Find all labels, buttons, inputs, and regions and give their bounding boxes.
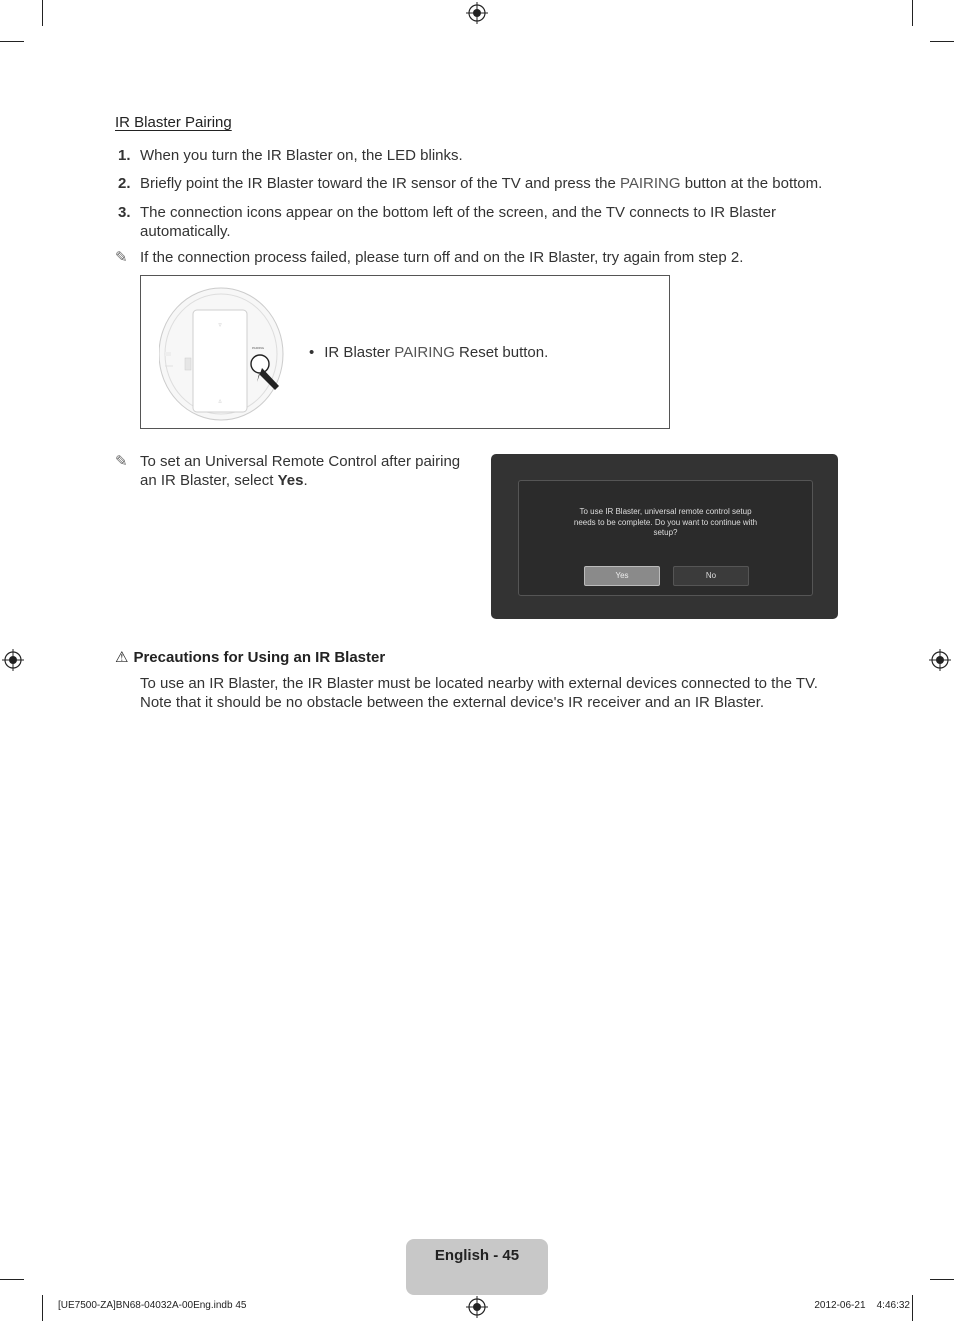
setup-dialog (518, 480, 813, 596)
note-icon: ✎ (115, 249, 128, 266)
svg-text:▽: ▽ (218, 322, 222, 327)
step-text (140, 203, 845, 241)
crop-mark (42, 1295, 43, 1321)
note-text-part: To set an Universal Remote Control after pairing an IR Blaster, select (140, 453, 461, 489)
step-number: 2. (118, 175, 131, 192)
page-number-tab (406, 1239, 548, 1295)
svg-text:△: △ (218, 398, 222, 403)
bullet: • (309, 344, 315, 361)
step-1 (118, 146, 848, 166)
note-text-part: . (303, 472, 308, 489)
step-3 (118, 203, 848, 243)
step-text-part: The connection icons appear on the bottom left of the screen, and the TV connects to IR Blaster automatically. (140, 204, 776, 240)
note-universal-remote (115, 452, 475, 492)
no-button[interactable]: No (673, 566, 749, 586)
crop-mark (0, 41, 24, 42)
step-text-part: When you turn the IR Blaster on, the LED blinks. (140, 147, 463, 164)
registration-mark-icon (2, 649, 24, 671)
caution-heading (115, 648, 385, 666)
pairing-keyword: PAIRING (619, 175, 681, 192)
crop-mark (930, 41, 954, 42)
crop-mark (0, 1279, 24, 1280)
footer-timestamp: 2012-06-21 4:46:32 (814, 1300, 910, 1311)
device-pairing-label: PAIRING (252, 346, 265, 350)
registration-mark-icon (466, 2, 488, 24)
step-text-part: Briefly point the IR Blaster toward the IR sensor of the TV and press the (140, 175, 620, 192)
crop-mark (42, 0, 43, 26)
pairing-figure (140, 275, 670, 429)
pairing-keyword: PAIRING (394, 344, 455, 361)
step-number: 1. (118, 147, 131, 164)
caution-title: Precautions for Using an IR Blaster (133, 649, 386, 666)
step-2 (118, 174, 848, 194)
caution-icon: ⚠ (115, 649, 129, 666)
note-text (140, 452, 475, 490)
caption-text: Reset button. (454, 344, 549, 361)
caption-text: IR Blaster (324, 344, 395, 361)
step-number: 3. (118, 204, 131, 221)
registration-mark-icon (466, 1296, 488, 1318)
tv-screen (491, 454, 838, 619)
crop-mark (912, 0, 913, 26)
section-title: IR Blaster Pairing (115, 114, 232, 131)
ir-blaster-device-illustration (159, 282, 289, 422)
note-retry (115, 248, 855, 268)
note-text: If the connection process failed, please turn off and on the IR Blaster, try again from step 2. (140, 249, 744, 266)
page-number: English - 45 (434, 1247, 520, 1264)
caution-body: To use an IR Blaster, the IR Blaster must be located nearby with external devices connected to the TV. Note that it should be no obstacle between the external device's IR receiver and an IR Blaster. (140, 675, 818, 711)
crop-mark (930, 1279, 954, 1280)
crop-mark (912, 1295, 913, 1321)
dialog-message: To use IR Blaster, universal remote control setup needs to be complete. Do you want to continue with setup? (573, 507, 758, 537)
step-text (140, 174, 845, 193)
registration-mark-icon (929, 649, 951, 671)
step-text (140, 146, 845, 165)
footer-file-info: [UE7500-ZA]BN68-04032A-00Eng.indb 45 (58, 1300, 247, 1311)
step-text-part: button at the bottom. (680, 175, 823, 192)
figure-caption (309, 344, 649, 361)
note-icon: ✎ (115, 453, 128, 470)
yes-keyword: Yes (277, 472, 304, 489)
yes-button[interactable]: Yes (584, 566, 660, 586)
